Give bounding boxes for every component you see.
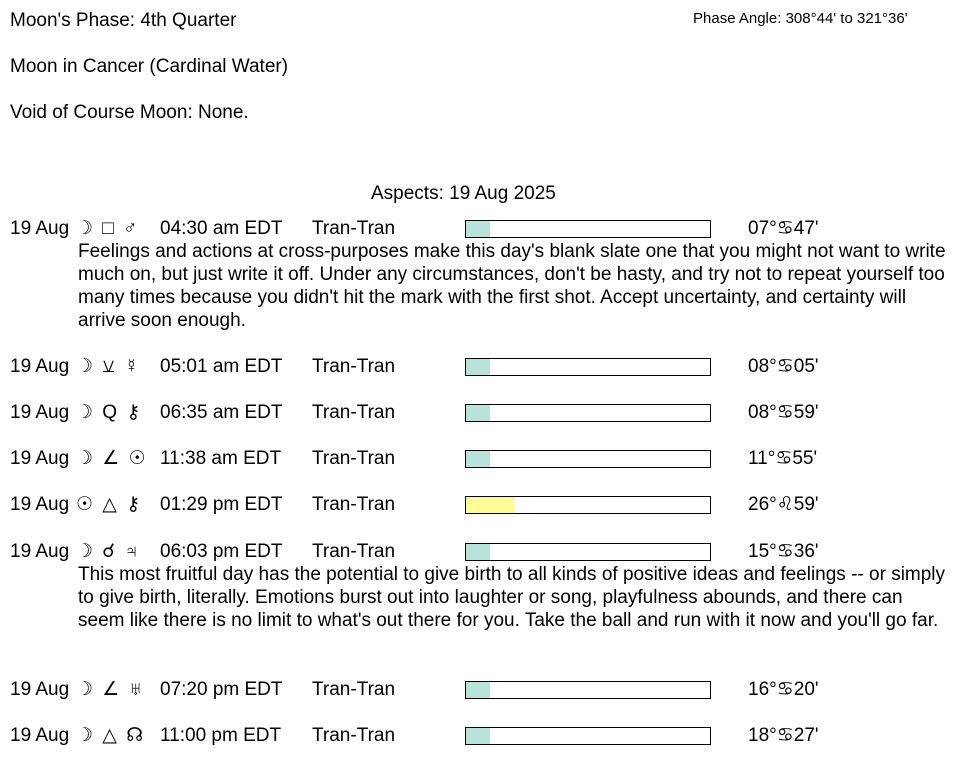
aspect-strength-fill	[466, 359, 490, 375]
aspect-type: Tran-Tran	[312, 218, 396, 239]
aspect-date: 19 Aug	[10, 402, 70, 423]
phase-angle: Phase Angle: 308°44' to 321°36'	[693, 10, 908, 27]
aspect-glyphs: ☽ □ ♂	[76, 218, 140, 239]
aspect-row	[10, 540, 950, 564]
aspect-type: Tran-Tran	[312, 725, 396, 746]
aspect-strength-fill	[466, 544, 490, 560]
aspect-row	[10, 217, 950, 241]
aspect-date: 19 Aug	[10, 218, 70, 239]
aspect-strength-bar	[465, 681, 711, 699]
aspect-position: 15°♋36'	[748, 541, 819, 562]
aspect-time: 11:38 am EDT	[160, 448, 282, 469]
aspect-date: 19 Aug	[10, 725, 70, 746]
aspect-strength-bar	[465, 404, 711, 422]
moon-sign: Moon in Cancer (Cardinal Water)	[10, 56, 289, 77]
aspect-type: Tran-Tran	[312, 494, 396, 515]
aspect-date: 19 Aug	[10, 448, 70, 469]
aspect-time: 11:00 pm EDT	[160, 725, 282, 746]
aspect-type: Tran-Tran	[312, 448, 396, 469]
aspect-row	[10, 447, 950, 471]
aspect-date: 19 Aug	[10, 356, 70, 377]
aspect-time: 05:01 am EDT	[160, 356, 283, 377]
aspect-date: 19 Aug	[10, 541, 70, 562]
aspect-glyphs: ☽ ☌ ♃	[76, 541, 141, 562]
void-of-course: Void of Course Moon: None.	[10, 102, 249, 123]
aspect-strength-fill	[466, 405, 490, 421]
aspect-time: 06:35 am EDT	[160, 402, 283, 423]
aspect-glyphs: ☽ ⚺ ☿	[76, 356, 141, 377]
aspect-position: 16°♋20'	[748, 679, 819, 700]
aspect-type: Tran-Tran	[312, 541, 396, 562]
aspect-position: 26°♌59'	[748, 494, 819, 515]
aspect-type: Tran-Tran	[312, 679, 396, 700]
aspect-strength-bar	[465, 220, 711, 238]
aspect-position: 18°♋27'	[748, 725, 819, 746]
aspect-strength-fill	[466, 682, 490, 698]
aspect-interpretation: Feelings and actions at cross-purposes make this day's blank slate one that you might not want to write much on, but just write it off. Under any circumstances, don't be hasty, and try not to repeat yourself too many times because you didn't hit the mark with the first shot. Accept uncertainty, and certainty will arrive soon enough.	[78, 241, 946, 331]
aspect-type: Tran-Tran	[312, 356, 396, 377]
aspect-date: 19 Aug	[10, 494, 70, 515]
aspect-position: 08°♋59'	[748, 402, 819, 423]
aspect-position: 08°♋05'	[748, 356, 819, 377]
aspect-strength-bar	[465, 543, 711, 561]
aspect-time: 07:20 pm EDT	[160, 679, 283, 700]
aspect-row	[10, 724, 950, 748]
aspects-title: Aspects: 19 Aug 2025	[371, 183, 556, 204]
aspect-strength-bar	[465, 496, 711, 514]
aspect-glyphs: ☉ △ ⚷	[76, 494, 143, 515]
aspect-glyphs: ☽ △ ☊	[76, 725, 146, 746]
aspect-row	[10, 355, 950, 379]
aspect-position: 07°♋47'	[748, 218, 819, 239]
aspect-glyphs: ☽ ∠ ♅	[76, 679, 145, 700]
aspect-glyphs: ☽ Q ⚷	[76, 402, 143, 423]
aspect-row	[10, 493, 950, 517]
aspect-position: 11°♋55'	[748, 448, 818, 469]
aspect-strength-fill	[466, 221, 490, 237]
aspect-time: 01:29 pm EDT	[160, 494, 283, 515]
aspect-time: 06:03 pm EDT	[160, 541, 283, 562]
aspect-row	[10, 401, 950, 425]
aspect-strength-bar	[465, 358, 711, 376]
aspect-row	[10, 678, 950, 702]
aspect-strength-bar	[465, 450, 711, 468]
moon-phase: Moon's Phase: 4th Quarter	[10, 10, 237, 31]
aspect-strength-fill	[466, 451, 490, 467]
aspect-time: 04:30 am EDT	[160, 218, 283, 239]
aspect-type: Tran-Tran	[312, 402, 396, 423]
aspect-glyphs: ☽ ∠ ☉	[76, 448, 148, 469]
aspect-strength-fill	[466, 728, 490, 744]
aspect-interpretation: This most fruitful day has the potential to give birth to all kinds of positive ideas and feelings -- or simply to give birth, literally. Emotions burst out into laughter or song, playfulness abounds, and there can seem like there is no limit to what's out there for you. Take the ball and run with it now and you'll go far.	[78, 564, 946, 631]
aspect-strength-bar	[465, 727, 711, 745]
aspect-date: 19 Aug	[10, 679, 70, 700]
aspect-strength-fill	[466, 497, 515, 513]
